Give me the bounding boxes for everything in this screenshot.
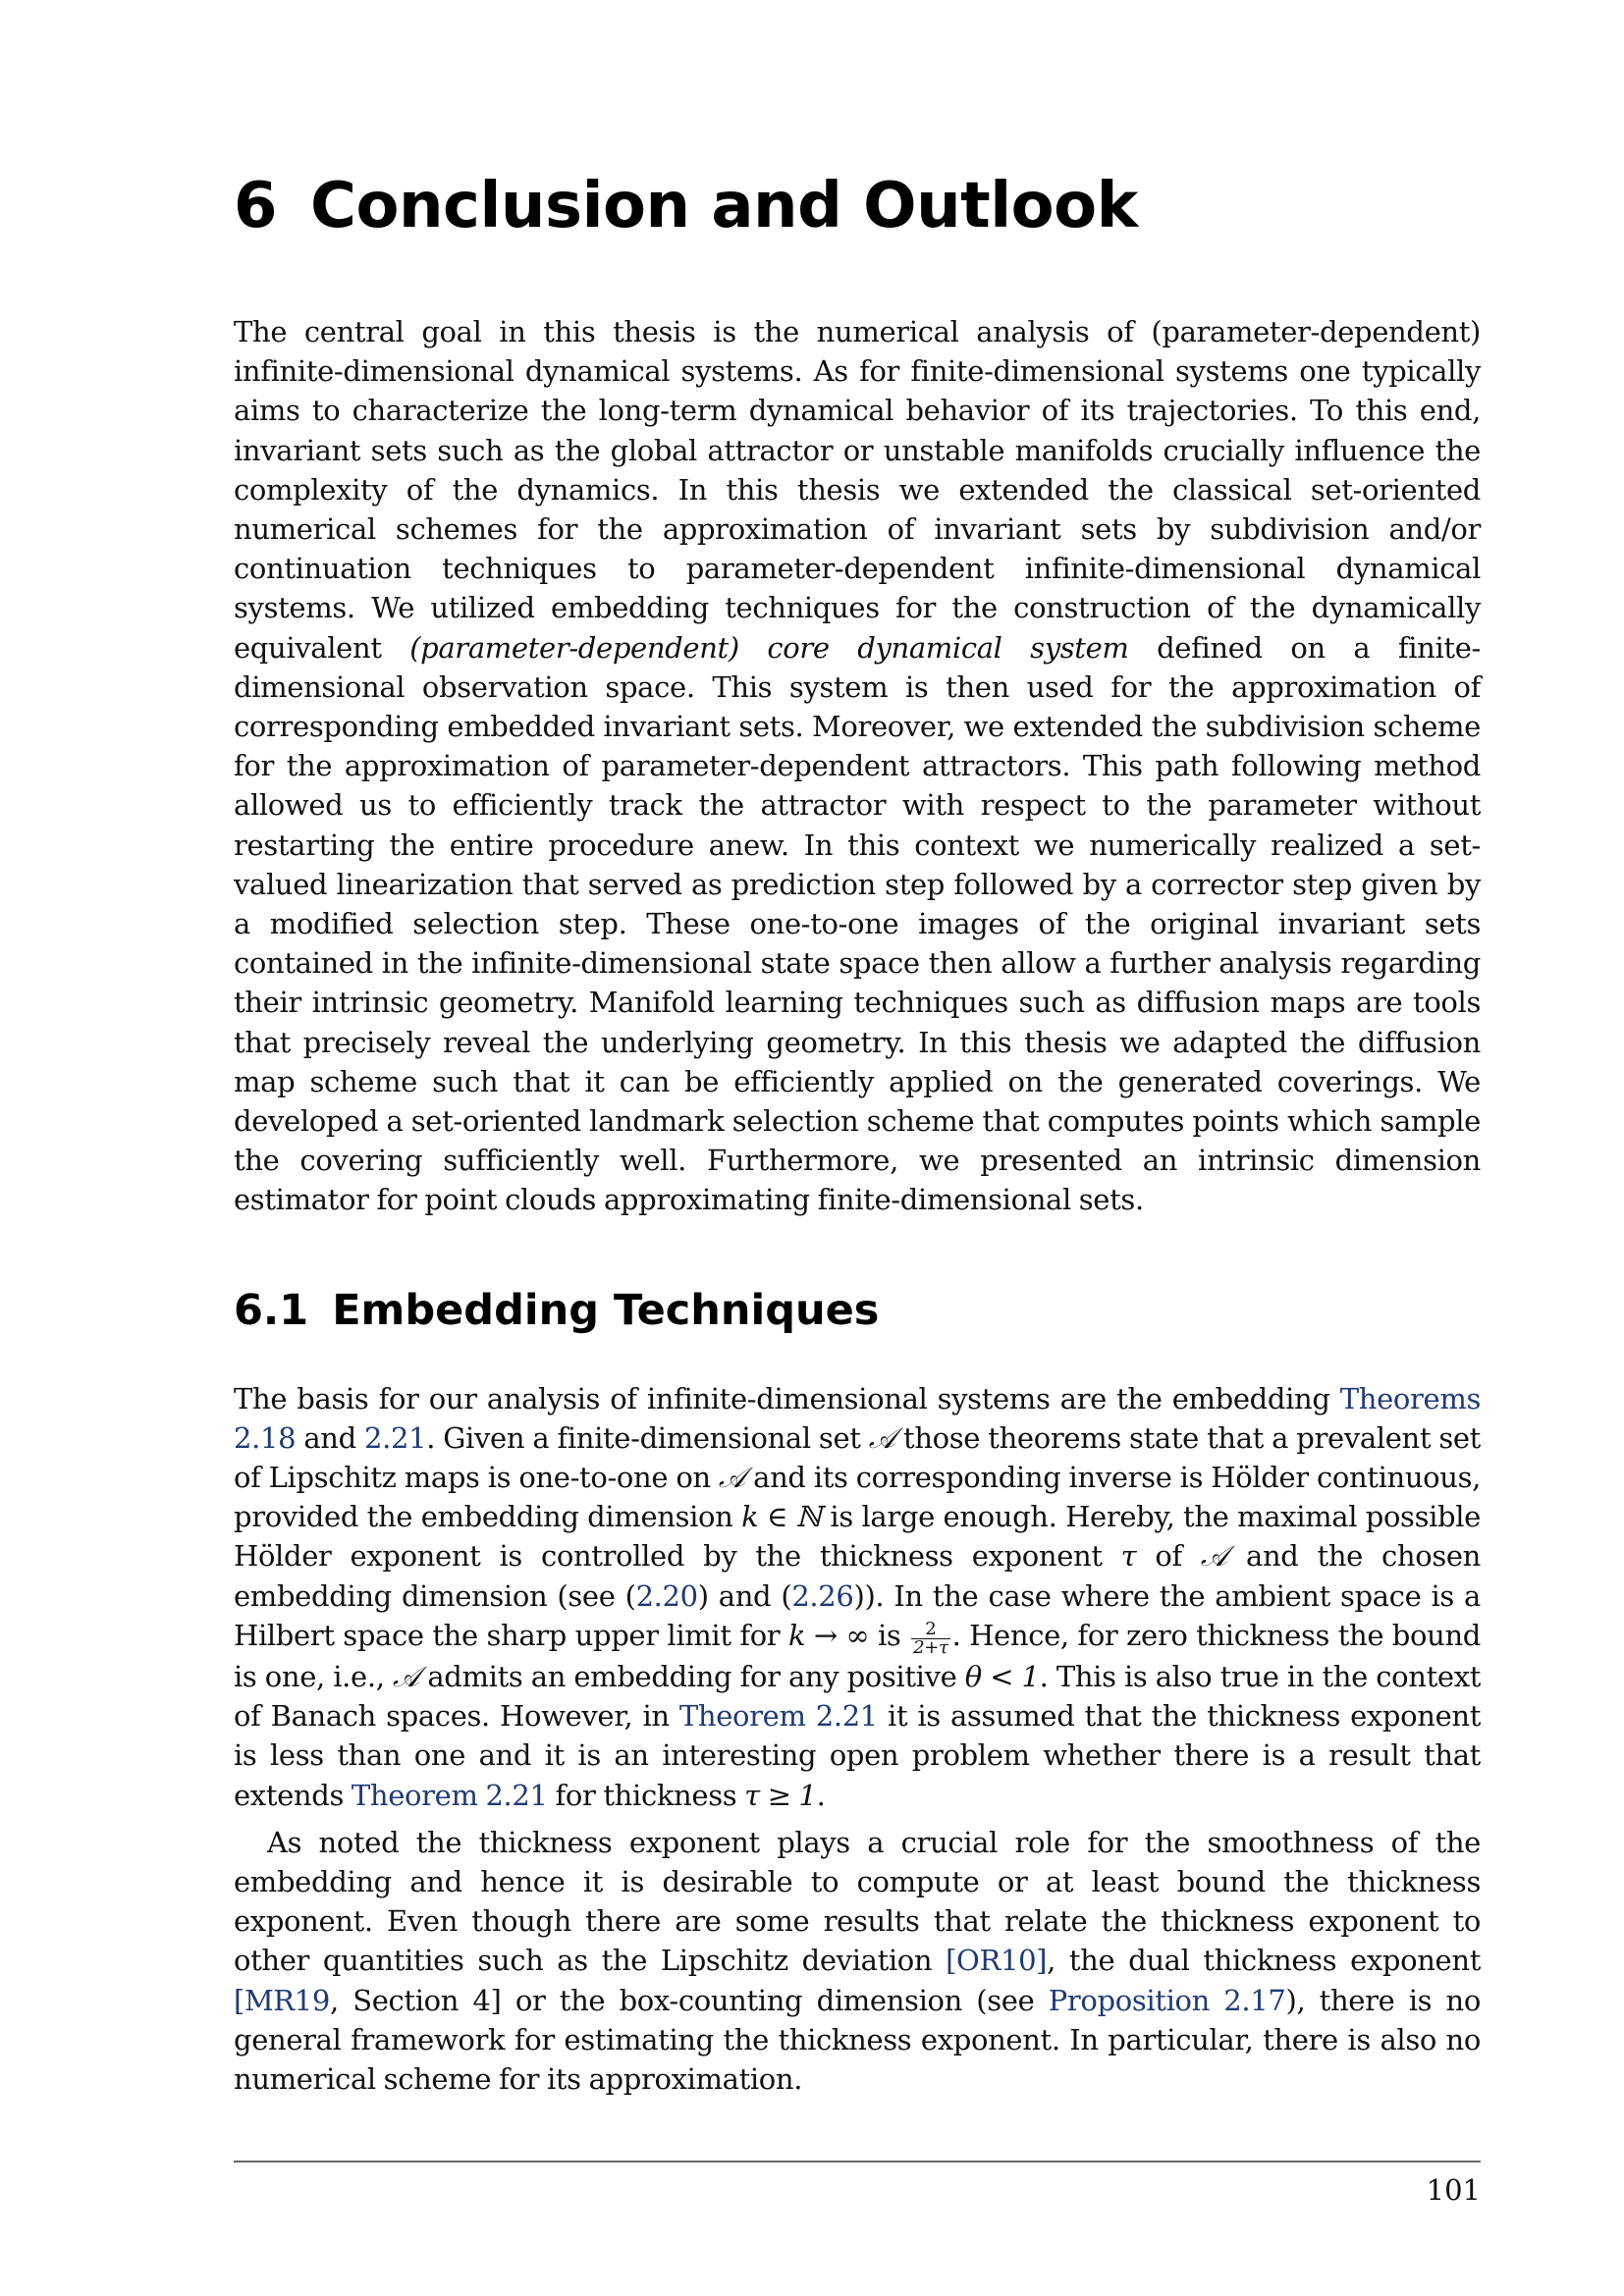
math-tau-ge-1: τ ≥ 1 <box>744 1778 817 1812</box>
math-k-in-n: k ∈ ℕ <box>741 1500 822 1534</box>
chapter-title: Conclusion and Outlook <box>310 170 1138 242</box>
emphasis-core-system: (parameter-dependent) core dynamical system <box>409 630 1129 665</box>
text-run: those theorems state that a prevalent set of Lipschitz maps is one-to-one on <box>234 1420 1481 1495</box>
citation-or10[interactable]: [OR10] <box>946 1944 1048 1978</box>
chapter-number: 6 <box>234 170 278 242</box>
text-run: , the dual thickness exponent <box>1047 1944 1481 1978</box>
text-run: is large enough. Hereby, the maximal possible Hölder exponent is controlled by the thickness exponent <box>234 1500 1481 1574</box>
text-run: , Section 4] or the box-counting dimension (see <box>330 1983 1049 2017</box>
ref-theorem-2-21[interactable]: Theorem 2.21 <box>678 1699 878 1734</box>
intro-paragraph <box>234 312 1481 1220</box>
math-set-a: 𝒜 <box>1200 1539 1228 1574</box>
text-run: . <box>816 1778 826 1812</box>
text-run: it is assumed that the thickness exponent is less than one and it is an interesting open problem whether there is a result that extends <box>234 1699 1482 1812</box>
footer-rule <box>234 2161 1481 2163</box>
math-fraction <box>911 1618 949 1658</box>
page-content <box>234 157 1481 2099</box>
text-run: As noted the thickness exponent plays a crucial role for the smoothness of the embedding and hence it is desirable to compute or at least bound the thickness exponent. Even though there are some results that relate the thickness exponent to other quantities such as the Lipschitz deviation <box>234 1825 1481 1978</box>
text-run: is <box>869 1618 910 1652</box>
text-run: ) and ( <box>697 1578 792 1613</box>
fraction-numerator: 2 <box>911 1621 949 1639</box>
text-run: for thickness <box>547 1778 745 1812</box>
section-paragraph-1 <box>234 1379 1481 1815</box>
text-run: admits an embedding for any positive <box>419 1659 965 1693</box>
text-run: and <box>296 1420 365 1455</box>
section-heading <box>234 1281 1481 1340</box>
ref-theorem-2-21[interactable]: Theorem 2.21 <box>351 1778 548 1812</box>
fraction-denominator: 2+τ <box>913 1636 948 1658</box>
citation-mr19[interactable]: [MR19 <box>234 1983 330 2017</box>
text-run: . Hence, for zero thickness the bound is one, i.e., <box>234 1618 1481 1693</box>
math-set-a: 𝒜 <box>718 1461 745 1495</box>
ref-eq-2-26[interactable]: 2.26 <box>791 1578 854 1613</box>
section-number: 6.1 <box>234 1285 309 1335</box>
math-tau: τ <box>1120 1539 1137 1574</box>
text-run: The central goal in this thesis is the numerical analysis of (parameter-dependent) infinite-dimensional dynamical systems. As for finite-dimensional systems one typically aims to characterize the long-term dynamical behavior of its trajectories. To this end, invariant sets such as the global attractor or unstable manifolds crucially influence the complexity of the dynamics. In this thesis we extended the classical set-oriented numerical schemes for the approximation of invariant sets by subdivision and/or continuation techniques to parameter-dependent infinite-dimensional dynamical systems. We utilized embedding techniques for the construction of the dynamically equivalent <box>234 315 1481 665</box>
math-theta: θ < 1 <box>964 1659 1040 1693</box>
text-run: ), there is no general framework for estimating the thickness exponent. In particular, there is also no numerical scheme for its approximation. <box>234 1983 1481 2097</box>
text-run: . Given a finite-dimensional set <box>426 1420 869 1455</box>
page-number: 101 <box>1426 2173 1481 2207</box>
text-run: of <box>1136 1539 1201 1574</box>
ref-proposition-2-17[interactable]: Proposition 2.17 <box>1048 1983 1286 2017</box>
text-run: The basis for our analysis of infinite-dimensional systems are the embedding <box>234 1381 1340 1415</box>
math-k-to-infinity: k → ∞ <box>788 1618 870 1652</box>
ref-theorems-2-18[interactable]: Theorems 2.18 <box>234 1381 1481 1455</box>
text-run: . This is also true in the context of Banach spaces. However, in <box>234 1659 1482 1734</box>
text-run: and the chosen embedding dimension (see ( <box>234 1539 1482 1613</box>
math-set-a: 𝒜 <box>868 1420 895 1455</box>
text-run: defined on a finite-dimensional observation space. This system is then used for the approximation of corresponding embedded invariant sets. Moreover, we extended the subdivision scheme for the approximation of parameter-dependent attractors. This path following method allowed us to efficiently track the attractor with respect to the parameter without restarting the entire procedure anew. In this context we numerically realized a set-valued linearization that served as prediction step followed by a corrector step given by a modified selection step. These one-to-one images of the original invariant sets contained in the infinite-dimensional state space then allow a further analysis regarding their intrinsic geometry. Manifold learning techniques such as diffusion maps are tools that precisely reveal the underlying geometry. In this thesis we adapted the diffusion map scheme such that it can be efficiently applied on the generated coverings. We developed a set-oriented landmark selection scheme that computes points which sample the covering sufficiently well. Furthermore, we presented an intrinsic dimension estimator for point clouds approximating finite-dimensional sets. <box>234 630 1481 1217</box>
section-paragraph-2 <box>234 1823 1481 2099</box>
text-run: and its corresponding inverse is Hölder continuous, provided the embedding dimension <box>234 1461 1481 1534</box>
text-run: )). In the case where the ambient space is a Hilbert space the sharp upper limit for <box>234 1578 1481 1652</box>
ref-2-21[interactable]: 2.21 <box>364 1420 427 1455</box>
section-title: Embedding Techniques <box>332 1285 880 1335</box>
math-set-a: 𝒜 <box>392 1659 420 1693</box>
ref-eq-2-20[interactable]: 2.20 <box>635 1578 698 1613</box>
chapter-heading <box>234 157 1481 255</box>
